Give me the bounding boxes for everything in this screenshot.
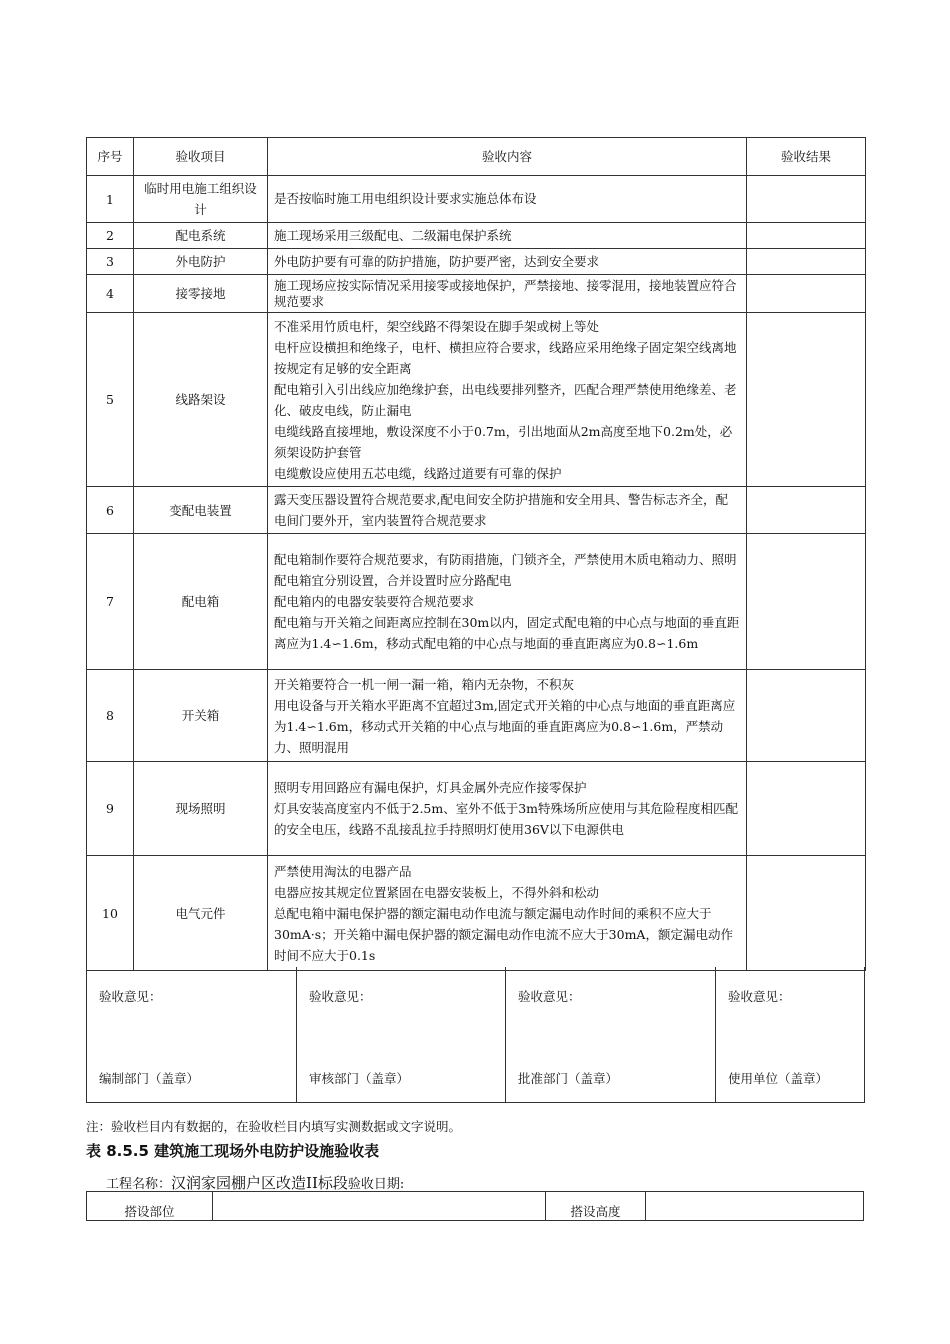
table-row (87, 313, 866, 487)
content-line: 配电箱内的电器安装要符合规范要求 (274, 594, 475, 609)
table-row (87, 670, 866, 762)
row-content (268, 487, 747, 534)
row-number: 2 (87, 223, 134, 249)
header-item: 验收项目 (134, 138, 268, 176)
facility-table (86, 1191, 864, 1221)
row-number: 3 (87, 249, 134, 275)
row-content (268, 762, 747, 856)
row-number: 8 (87, 670, 134, 762)
row-result (747, 275, 866, 313)
date-label: 验收日期: (347, 1177, 405, 1192)
row-result (747, 762, 866, 856)
table-row (87, 275, 866, 313)
row-result (747, 223, 866, 249)
content-line: 露天变压器设置符合规范要求,配电间安全防护措施和安全用具、警告标志齐全，配电间门要外开，室内装置符合规范要求 (274, 492, 728, 528)
sign-label: 验收意见： (728, 989, 791, 1004)
sign-cell (506, 967, 716, 1102)
sign-label: 验收意见： (309, 989, 372, 1004)
row-item: 现场照明 (134, 762, 268, 856)
signature-row (86, 967, 865, 1103)
content-line: 外电防护要有可靠的防护措施，防护要严密，达到安全要求 (274, 253, 600, 269)
table-row (87, 249, 866, 275)
row-item: 开关箱 (134, 670, 268, 762)
row-number: 6 (87, 487, 134, 534)
sign-label: 验收意见： (518, 989, 581, 1004)
content-line: 照明专用回路应有漏电保护，灯具金属外壳应作接零保护 (274, 780, 587, 795)
project-name: 汉润家园棚户区改造II标段 (171, 1174, 348, 1192)
row-item: 变配电装置 (134, 487, 268, 534)
height-header: 搭设高度 (546, 1192, 646, 1221)
content-line: 不准采用竹质电杆，架空线路不得架设在脚手架或树上等处 (274, 318, 600, 334)
row-number: 7 (87, 534, 134, 670)
row-content (268, 249, 747, 275)
row-result (747, 534, 866, 670)
row-content (268, 534, 747, 670)
table-row (87, 487, 866, 534)
table-row (87, 223, 866, 249)
sign-dept: 审核部门（盖章） (309, 1071, 410, 1086)
content-line: 灯具安装高度室内不低于2.5m、室外不低于3m特殊场所应使用与其危险程度相匹配的安全电压，线路不乱接乱拉手持照明灯使用36V以下电源供电 (274, 801, 739, 837)
table-row (87, 534, 866, 670)
sign-dept: 使用单位（盖章） (728, 1071, 829, 1086)
position-cell (213, 1192, 546, 1221)
note-text: 注：验收栏目内有数据的，在验收栏目内填写实测数据或文字说明。 (86, 1119, 462, 1134)
header-no: 序号 (87, 138, 134, 176)
row-result (747, 176, 866, 223)
content-line: 用电设备与开关箱水平距离不宜超过3m,固定式开关箱的中心点与地面的垂直距离应为1.4∽1.6m，移动式开关箱的中心点与地面的垂直距离应为0.8∽1.6m，严禁动力、照明混用 (274, 697, 736, 755)
row-result (747, 249, 866, 275)
row-item: 电气元件 (134, 856, 268, 971)
content-line: 电缆线路直接埋地，敷设深度不小于0.7m，引出地面从2m高度至地下0.2m处，必须架设防护套管 (274, 423, 733, 460)
row-content (268, 176, 747, 223)
row-result (747, 856, 866, 971)
content-line: 严禁使用淘汰的电器产品 (274, 863, 412, 879)
height-cell (646, 1192, 864, 1221)
table-row (87, 762, 866, 856)
row-number: 10 (87, 856, 134, 971)
row-number: 1 (87, 176, 134, 223)
project-line (106, 1172, 404, 1193)
content-line: 配电箱与开关箱之间距离应控制在30m以内，固定式配电箱的中心点与地面的垂直距离应为1.4∽1.6m，移动式配电箱的中心点与地面的垂直距离应为0.8∽1.6m (274, 615, 740, 651)
sign-label: 验收意见： (99, 989, 162, 1004)
content-line: 是否按临时施工用电组织设计要求实施总体布设 (274, 191, 537, 206)
table-header-row (87, 138, 866, 176)
content-line: 配电箱制作要符合规范要求，有防雨措施，门锁齐全，严禁使用木质电箱动力、照明配电箱宜分别设置，合并设置时应分路配电 (274, 552, 737, 588)
content-line: 施工现场应按实际情况采用接零或接地保护，严禁接地、接零混用，接地装置应符合规范要求 (274, 277, 737, 309)
row-item: 临时用电施工组织设计 (134, 176, 268, 223)
row-item: 线路架设 (134, 313, 268, 487)
content-line: 电杆应设横担和绝缘子，电杆、横担应符合要求，线路应采用绝缘子固定架空线离地按规定有足够的安全距离 (274, 339, 737, 376)
project-label: 工程名称： (106, 1177, 172, 1192)
sign-dept: 编制部门（盖章） (99, 1071, 200, 1086)
sign-cell (297, 967, 506, 1102)
content-line: 总配电箱中漏电保护器的额定漏电动作电流与额定漏电动作时间的乘积不应大于30mA·s；开关箱中漏电保护器的额定漏电动作电流不应大于30mA，额定漏电动作时间不应大于0.1s (274, 905, 733, 963)
row-number: 4 (87, 275, 134, 313)
row-result (747, 487, 866, 534)
content-line: 电缆敷设应使用五芯电缆，线路过道要有可靠的保护 (274, 465, 562, 481)
row-item: 配电箱 (134, 534, 268, 670)
row-result (747, 670, 866, 762)
table-row (87, 856, 866, 971)
row-item: 接零接地 (134, 275, 268, 313)
content-line: 电器应按其规定位置紧固在电器安装板上，不得外斜和松动 (274, 884, 600, 900)
row-content (268, 856, 747, 971)
row-number: 5 (87, 313, 134, 487)
row-item: 外电防护 (134, 249, 268, 275)
row-result (747, 313, 866, 487)
header-result: 验收结果 (747, 138, 866, 176)
table-row (87, 1192, 864, 1221)
position-header: 搭设部位 (87, 1192, 213, 1221)
content-line: 配电箱引入引出线应加绝缘护套，出电线要排列整齐，匹配合理严禁使用绝缘差、老化、破皮电线，防止漏电 (274, 381, 737, 418)
header-content: 验收内容 (268, 138, 747, 176)
row-item: 配电系统 (134, 223, 268, 249)
row-content (268, 275, 747, 313)
acceptance-table (86, 137, 866, 971)
table-title: 表 8.5.5 建筑施工现场外电防护设施验收表 (86, 1142, 380, 1160)
row-content (268, 223, 747, 249)
row-content (268, 670, 747, 762)
table-row (87, 176, 866, 223)
row-number: 9 (87, 762, 134, 856)
sign-cell (716, 967, 864, 1102)
sign-cell (87, 967, 297, 1102)
row-content (268, 313, 747, 487)
sign-dept: 批准部门（盖章） (518, 1071, 619, 1086)
content-line: 施工现场采用三级配电、二级漏电保护系统 (274, 227, 512, 243)
content-line: 开关箱要符合一机一闸一漏一箱，箱内无杂物，不积灰 (274, 676, 575, 692)
